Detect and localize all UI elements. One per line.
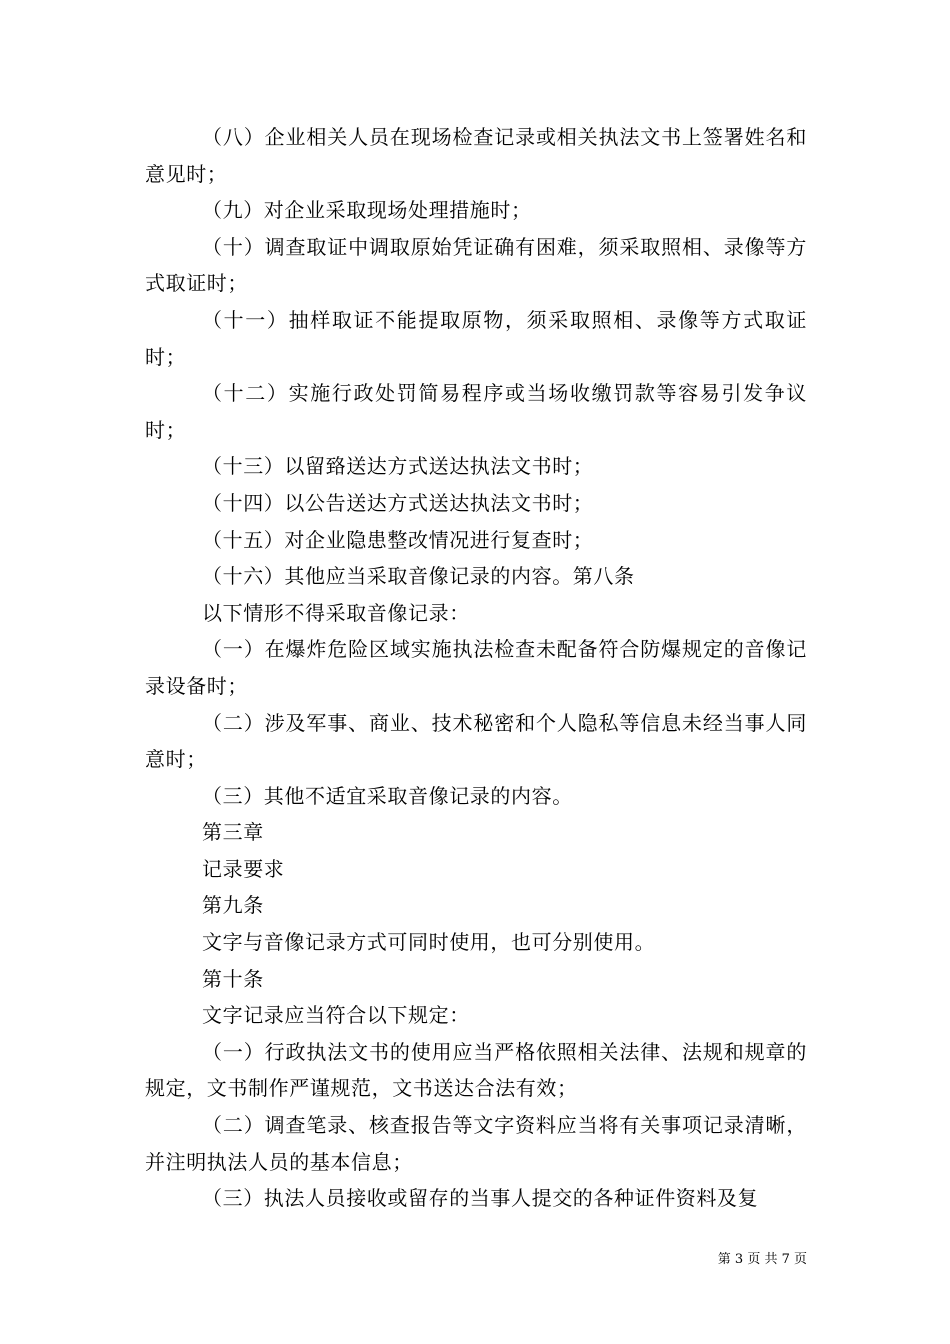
paragraph: （三）其他不适宜采取音像记录的内容。 <box>202 783 573 808</box>
paragraph: （十五）对企业隐患整改情况进行复查时； <box>202 527 594 552</box>
chapter-heading: 第三章 <box>202 820 264 845</box>
paragraph: （二）涉及军事、商业、技术秘密和个人隐私等信息未经当事人同意时； <box>145 710 807 772</box>
paragraph: （十二）实施行政处罚简易程序或当场收缴罚款等容易引发争议时； <box>145 381 807 442</box>
paragraph: （三）执法人员接收或留存的当事人提交的各种证件资料及复 <box>202 1186 759 1211</box>
paragraph: （十一）抽样取证不能提取原物，须采取照相、录像等方式取证时； <box>145 307 807 369</box>
body-text <box>145 119 807 1217</box>
paragraph: （二）调查笔录、核查报告等文字资料应当将有关事项记录清晰，并注明执法人员的基本信息； <box>145 1113 807 1174</box>
paragraph: 文字与音像记录方式可同时使用，也可分别使用。 <box>202 930 656 955</box>
paragraph: （九）对企业采取现场处理措施时； <box>202 198 532 223</box>
paragraph: （十）调查取证中调取原始凭证确有困难，须采取照相、录像等方式取证时； <box>145 234 807 296</box>
chapter-title: 记录要求 <box>202 856 285 881</box>
paragraph: 文字记录应当符合以下规定： <box>202 1003 470 1028</box>
paragraph: 以下情形不得采取音像记录： <box>202 600 470 625</box>
paragraph: （十四）以公告送达方式送达执法文书时； <box>202 490 594 515</box>
paragraph: （十三）以留臵送达方式送达执法文书时； <box>202 454 594 479</box>
article-heading: 第九条 <box>202 893 264 918</box>
paragraph: （一）行政执法文书的使用应当严格依照相关法律、法规和规章的规定，文书制作严谨规范，文书送达合法有效； <box>145 1039 807 1101</box>
paragraph: （十六）其他应当采取音像记录的内容。第八条 <box>202 564 635 589</box>
paragraph: （八）企业相关人员在现场检查记录或相关执法文书上签署姓名和意见时； <box>145 125 807 186</box>
page-number: 第 3 页 共 7 页 <box>717 1252 807 1267</box>
paragraph: （一）在爆炸危险区域实施执法检查未配备符合防爆规定的音像记录设备时； <box>145 637 807 698</box>
article-heading: 第十条 <box>202 966 264 991</box>
